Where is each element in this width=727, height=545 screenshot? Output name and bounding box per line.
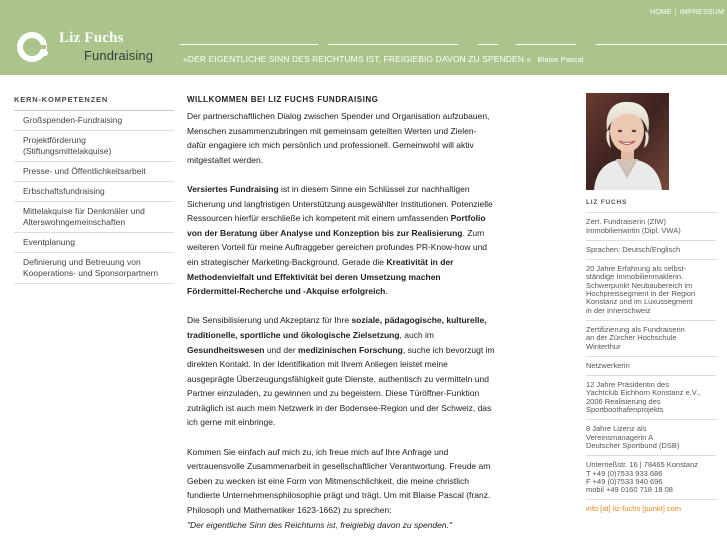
profile-line: an der Zürcher Hochschule xyxy=(586,333,677,343)
profile-line: Schwerpunkt Neubaubereich im xyxy=(586,280,693,290)
profile-network xyxy=(586,362,716,376)
sidebar xyxy=(14,95,174,284)
profile-name: LIZ FUCHS xyxy=(586,199,716,213)
profile-experience xyxy=(586,265,716,321)
profile-line: 2006 Realisierung des xyxy=(586,396,661,406)
sidebar-item-kooperation[interactable]: Definierung und Betreuung von Kooperations- und Sponsorpartnern xyxy=(14,253,174,284)
p4-text: Kommen Sie einfach auf mich zu, ich freue mich auf Ihre Anfrage und vertrauensvolle Zusammenarbeit in gesellschaftlicher Verantwortung. Freude am Geben zu wecken ist eine Form von Mitmenschlichkeit, die meine christlich fundierte Unternehmensphilosophie prägt und trägt. Um mit Blaise Pascal (franz. Philosoph und Mathematiker 1623-1662) zu sprechen: xyxy=(187,446,491,516)
profile-line: Hochpreissegment in der Region xyxy=(586,289,696,299)
contact-mobile: mobil +49 0160 718 18 08 xyxy=(586,485,673,495)
sidebar-item-presse[interactable]: Presse- und Öffentlichkeitsarbeit xyxy=(14,162,174,182)
logo-mark-icon[interactable] xyxy=(16,31,50,65)
fundraising-paragraph xyxy=(187,182,495,299)
sidebar-menu xyxy=(14,111,174,284)
profile-line: Netzwerkerin xyxy=(586,360,630,370)
contact-block xyxy=(586,461,716,500)
header-quote-author: Blaise Pascal xyxy=(537,55,584,64)
p2-bold-2: Portfolio von der Beratung über Analyse und Konzeption bis zur Realisierung xyxy=(187,213,486,238)
contact-phone: T +49 (0)7533 933 686 xyxy=(586,468,663,478)
header-quote xyxy=(183,54,584,64)
profile-line: in der Innerschweiz xyxy=(586,305,651,315)
intro-paragraph: Der partnerschaftlichen Dialog zwischen Spender und Organisation aufzubauen, Menschen zusammenzubringen mit gemeinsam geteilten Werten und Zielen- dafür engagiere ich mich persönlich und professionell. Gemeinwohl will aktiv mitgestaltet werden. xyxy=(187,111,490,165)
p2-text-3: . xyxy=(385,286,388,297)
contact-email-link[interactable]: info [at] liz-fuchs [punkt] com xyxy=(586,504,682,514)
profile-line: 12 Jahre Präsidentin des xyxy=(586,380,669,390)
p2-text-1: ist in diesem Sinne ein Schlüssel zur nachhaltigen Sicherung und langfristigen Unterstützung ausgewählter Institutionen. Potenzielle Ressourcen hierfür erschließe ich kompetent mit einem umfassenden xyxy=(187,183,493,224)
page-title: WILLKOMMEN BEI LIZ FUCHS FUNDRAISING xyxy=(187,95,379,104)
nav-separator: | xyxy=(674,9,677,16)
closing-paragraph xyxy=(187,445,495,533)
p2-bold-1: Versiertes Fundraising xyxy=(187,183,279,194)
profile-line: ständige Immobilienmaklerin. xyxy=(586,272,684,282)
profile-line: Zertifizierung als Fundraiserin xyxy=(586,324,685,334)
p3-text-2: , auch im xyxy=(399,329,435,340)
header-quote-text: »DER EIGENTLICHE SINN DES REICHTUMS IST, FREIGIEBIG DAVON ZU SPENDEN.« xyxy=(183,54,532,64)
nav-home-link[interactable]: HOME xyxy=(649,9,672,16)
profile-line: Sportboothafenprojekts xyxy=(586,405,664,415)
profile-line: Deutscher Sportbund (DSB) xyxy=(586,440,680,450)
p2-bold-3: Kreativität in der Methodenvielfalt und Effektivität bei deren Umsetzung machen Fördermittel-Recherche und -Akquise erfolgreich xyxy=(187,256,454,297)
profile-line: Zert. Fundraiserin (ZIW) xyxy=(586,217,667,227)
main-content xyxy=(187,94,495,545)
top-navigation xyxy=(650,9,724,16)
profile-line: 8 Jahre Lizenz als xyxy=(586,424,647,434)
sidebar-item-erbschaft[interactable]: Erbschaftsfundraising xyxy=(14,182,174,202)
sidebar-item-grossspenden[interactable]: Großspenden-Fundraising xyxy=(14,111,174,131)
site-header xyxy=(0,0,727,75)
sidebar-title: KERN-KOMPETENZEN xyxy=(14,95,174,111)
contact-address: Unterrießstr. 16 | 78465 Konstanz xyxy=(586,460,699,470)
p3-text-1: Die Sensibilisierung und Akzeptanz für Ihre xyxy=(187,315,352,326)
sidebar-item-mittelakquise[interactable]: Mittelakquise für Denkmäler und Alterswohngemeinschaften xyxy=(14,202,174,233)
profile-certification xyxy=(586,326,716,357)
sensibilisierung-paragraph xyxy=(187,313,495,430)
p2-text-2: . Zum weiteren Vorteil für meine Auftraggeber gereichen profundes PR-Know-how und ein strategischer Marketing-Background. Gerade die xyxy=(187,227,488,267)
sidebar-item-projektfoerderung[interactable]: Projektförderung (Stiftungsmittelakquise) xyxy=(14,131,174,162)
p3-bold-2: Gesundheitswesen xyxy=(187,344,265,355)
profile-languages xyxy=(586,246,716,260)
profile-line: Winterthur xyxy=(586,341,621,351)
profile-line: Vereinsmanagerin A xyxy=(586,432,654,442)
profile-line: Yachtclub Eichhorn Konstanz e.V., xyxy=(586,388,701,398)
profile-column xyxy=(586,93,716,514)
profile-yachtclub xyxy=(586,381,716,420)
header-divider-lines xyxy=(180,44,727,46)
profile-license xyxy=(586,425,716,456)
sidebar-item-eventplanung[interactable]: Eventplanung xyxy=(14,233,174,253)
nav-impressum-link[interactable]: IMPRESSUM xyxy=(679,9,724,16)
profile-line: 20 Jahre Erfahrung als selbst- xyxy=(586,264,687,274)
p3-bold-1: soziale, pädagogische, kulturelle, traditionelle, sportliche und ökologische Zielsetzung xyxy=(187,315,487,340)
brand-name[interactable]: Liz Fuchs xyxy=(59,30,124,46)
profile-qualifications xyxy=(586,218,716,241)
profile-line: Konstanz und im Luxussegment xyxy=(586,297,693,307)
pascal-quote: "Der eigentliche Sinn des Reichtums ist, freigiebig davon zu spenden." xyxy=(187,519,452,530)
p3-bold-3: medizinischen Forschung xyxy=(298,344,403,355)
profile-line: Sprachen: Deutsch/Englisch xyxy=(586,244,681,254)
brand-subtitle: Fundraising xyxy=(84,48,154,63)
p3-text-3: und der xyxy=(264,344,299,355)
profile-line: Immobilienwirtin (Dipl. VWA) xyxy=(586,225,681,235)
p3-text-4: , suche ich bevorzugt im direkten Kontakt. In der Identifikation mit Ihrem Anliegen leistet meine ausgeprägte Überzeugungsfähigkeit gute Dienste, authentisch zu vermitteln und Partner einzuladen, zu gewinnen und zu begeistern. Diese Türöffner-Funktion zuträglich ist auch mein Netzwerk in der Bodensee-Region und der Schweiz, das ich gerne mit einbringe. xyxy=(187,344,495,428)
portrait-photo xyxy=(586,93,669,190)
contact-fax: F +49 (0)7533 940 696 xyxy=(586,476,663,486)
